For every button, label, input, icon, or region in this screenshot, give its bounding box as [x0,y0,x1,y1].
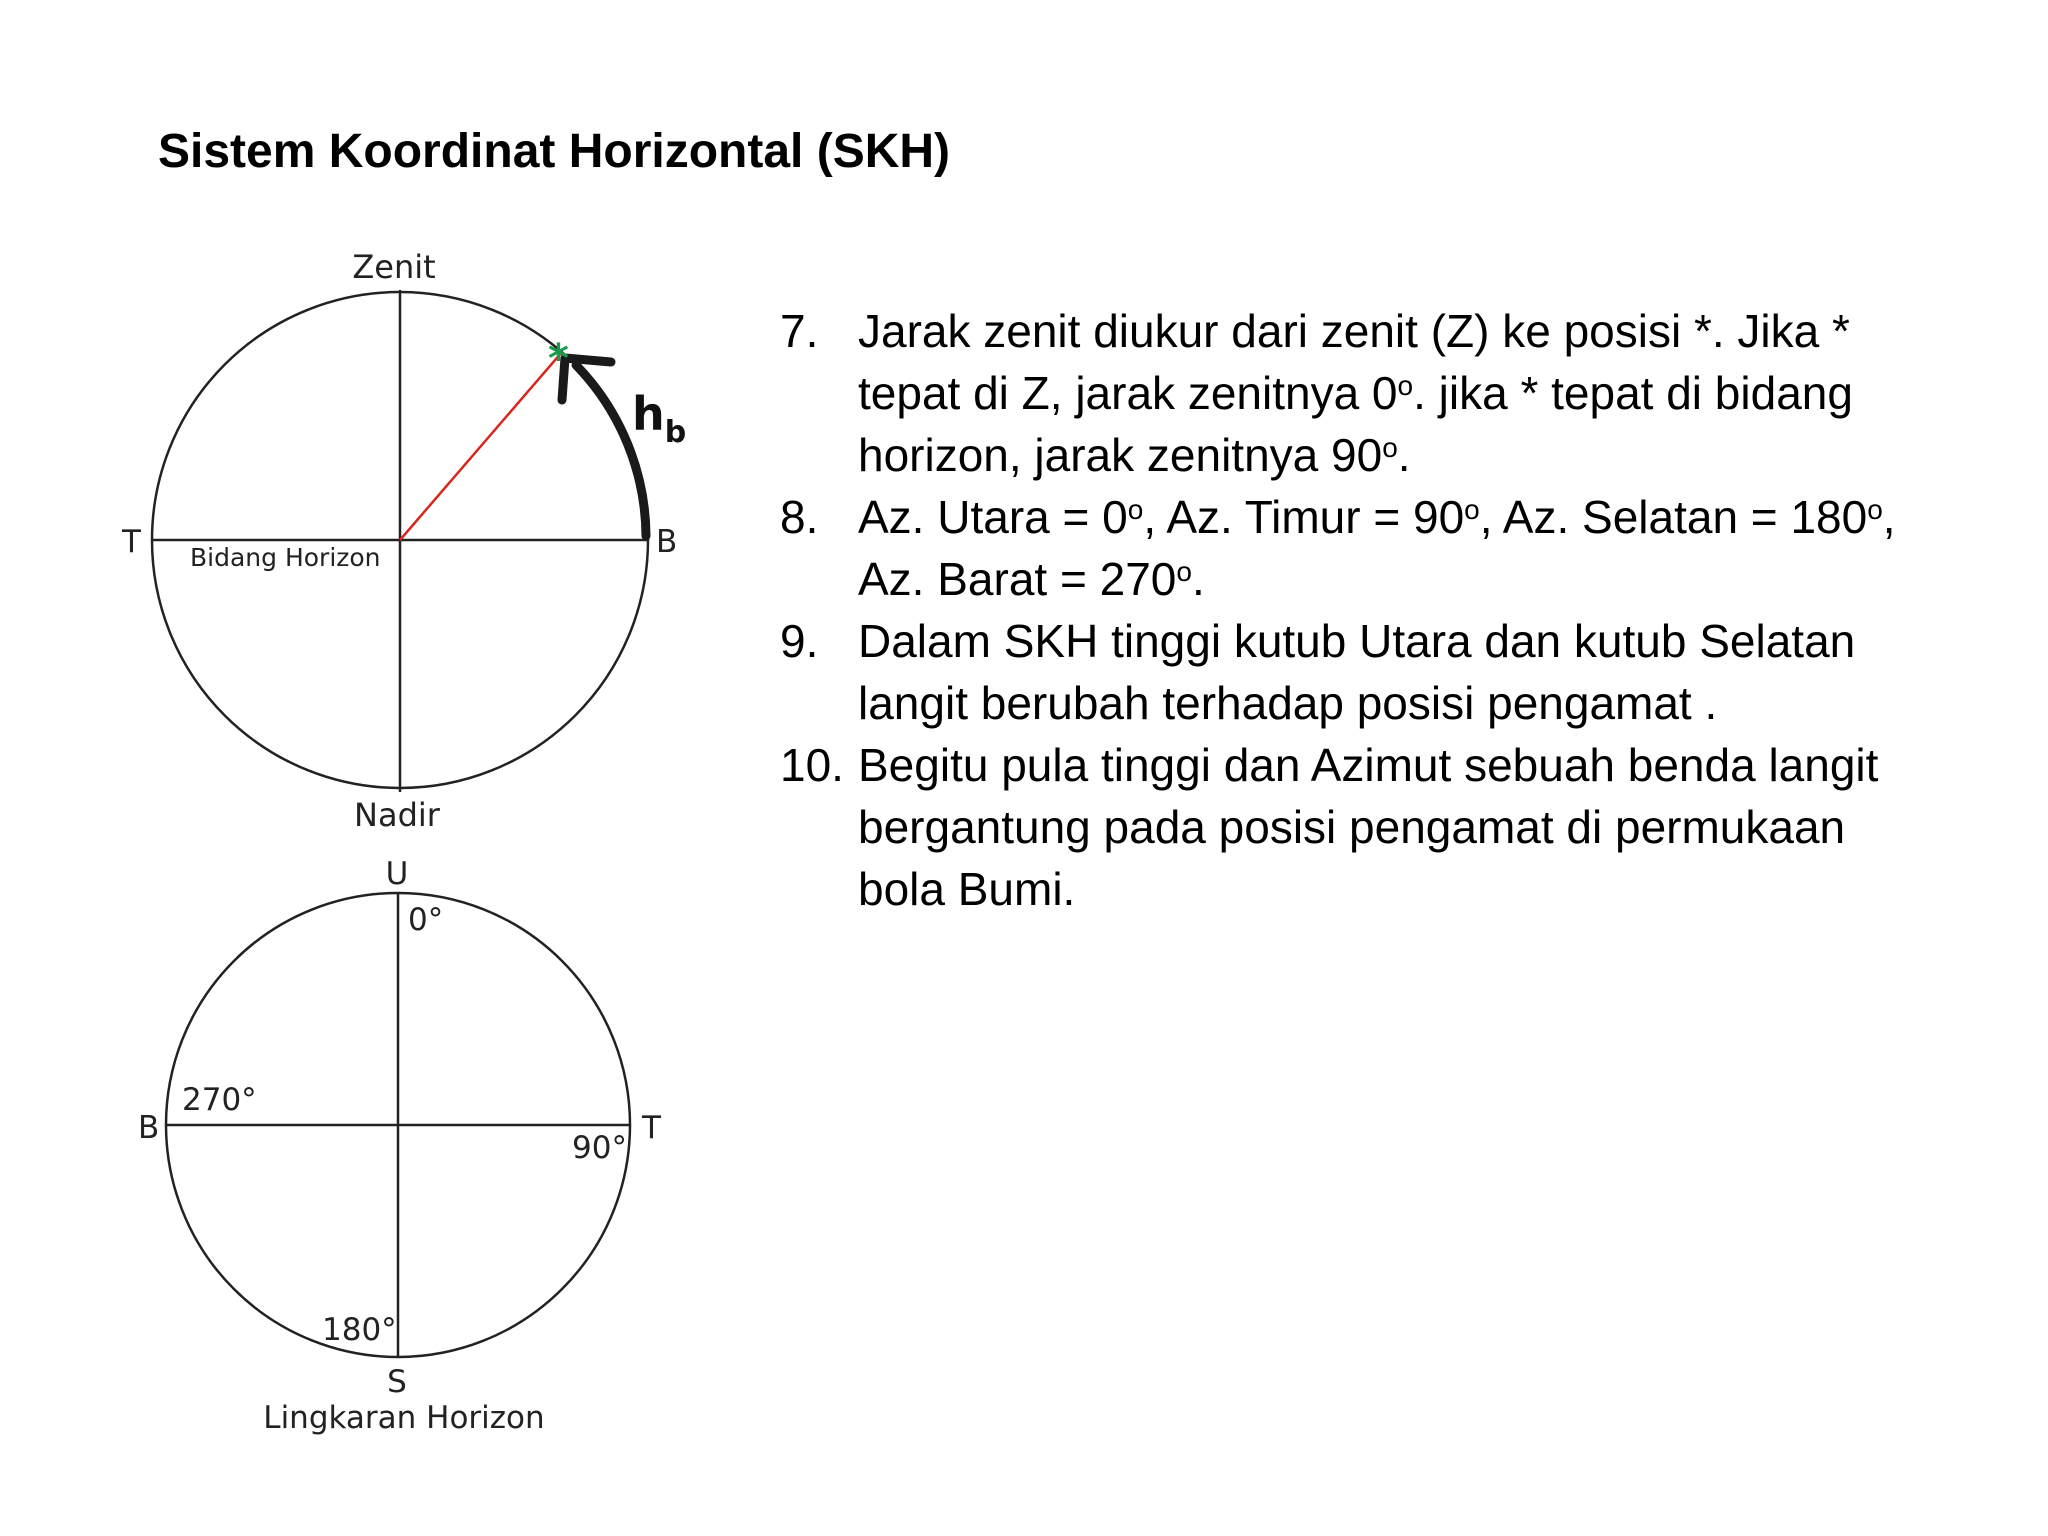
list-number: 10. [780,739,844,791]
list-text: bergantung pada posisi pengamat di permukaan [858,801,1846,853]
list-text: bola Bumi. [858,863,1076,915]
altitude-label [632,387,686,450]
list-text: , Az. Timur = 90 [1143,491,1465,543]
east-label: T [642,1110,661,1146]
list-text: horizon, jarak zenitnya 90 [858,429,1383,481]
list-number: 9. [780,615,819,667]
list-text: langit berubah terhadap posisi pengamat . [858,677,1718,729]
zenith-distance-line [400,352,562,540]
celestial-sphere-diagram [121,248,686,834]
list-number: 7. [780,305,819,357]
east-label-t: T [122,524,141,560]
list-item-9 [780,610,2010,734]
list-text: tepat di Z, jarak zenitnya 0 [858,367,1398,419]
degree-90-label: 90° [572,1130,627,1166]
horizon-plane-label: Bidang Horizon [190,543,381,572]
zenith-label: Zenit [352,248,436,286]
list-item-10 [780,734,2010,920]
explanation-list [780,300,2010,920]
list-text: , Az. Selatan = 180 [1479,491,1868,543]
list-item-7 [780,300,2010,486]
degree-superscript: o [1382,432,1398,463]
list-text: Begitu pula tinggi dan Azimut sebuah benda langit [858,739,1879,791]
list-text: , [1882,491,1896,543]
degree-270-label: 270° [182,1082,257,1118]
west-label: B [138,1110,160,1146]
degree-superscript: o [1127,494,1144,525]
horizon-circle-diagram [138,856,662,1436]
list-text: . [1191,553,1205,605]
degree-superscript: o [1867,494,1883,525]
list-text: . jika * tepat di bidang [1413,367,1853,419]
degree-180-label: 180° [322,1312,397,1348]
horizon-circle-caption: Lingkaran Horizon [263,1400,545,1436]
degree-superscript: o [1397,370,1414,401]
west-label-b: B [656,524,678,560]
degree-superscript: o [1176,556,1192,587]
list-text: Az. Barat = 270 [858,553,1177,605]
degree-superscript: o [1464,494,1480,525]
page-title: Sistem Koordinat Horizontal (SKH) [158,125,951,178]
altitude-subscript: b [664,415,687,450]
star-marker: * [548,336,569,382]
altitude-symbol: h [632,387,665,441]
list-text: Az. Utara = 0 [858,491,1128,543]
list-number: 8. [780,491,819,543]
list-text: . [1397,429,1411,481]
list-text: Dalam SKH tinggi kutub Utara dan kutub Selatan [858,615,1856,667]
north-label: U [385,856,409,892]
list-item-8 [780,486,2010,610]
nadir-label: Nadir [354,796,440,834]
degree-0-label: 0° [408,902,444,938]
south-label: S [387,1364,407,1400]
list-text: Jarak zenit diukur dari zenit (Z) ke posisi *. Jika * [858,305,1850,357]
